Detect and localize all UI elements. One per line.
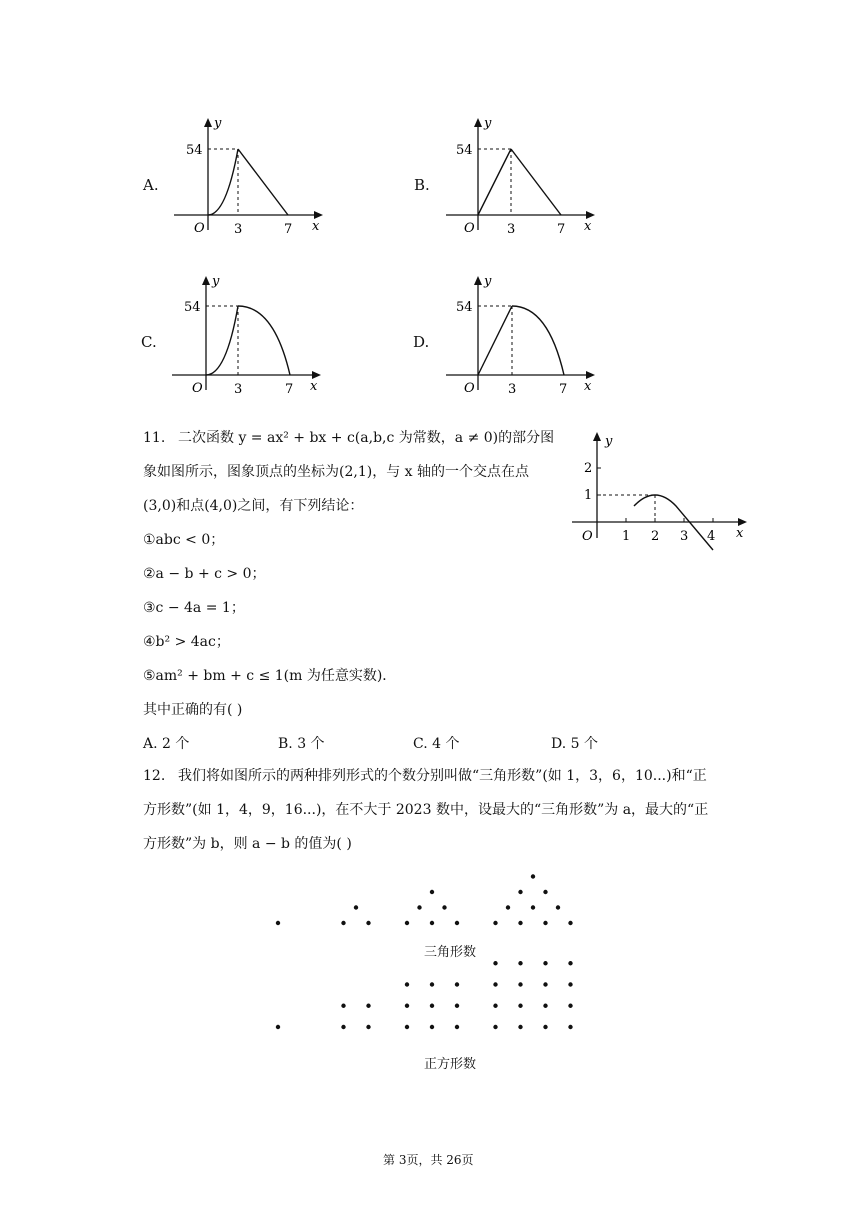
square-dot [455,1004,459,1008]
triangle-dot [417,905,421,909]
square-dot [568,982,572,986]
square-dot [430,982,434,986]
triangle-dot [543,921,547,925]
triangle-dot [506,905,510,909]
triangle-dots [276,874,573,925]
svg-text:3: 3 [508,382,517,396]
square-dot [518,982,522,986]
square-dot [405,982,409,986]
square-caption: 正方形数 [424,1057,477,1072]
svg-text:2: 2 [584,461,593,476]
triangle-dot [531,905,535,909]
square-dot [543,1004,547,1008]
triangle-dot [276,921,280,925]
svg-text:7: 7 [285,382,294,396]
svg-text:3: 3 [680,529,689,544]
square-dot [568,1004,572,1008]
svg-text:3: 3 [234,222,243,237]
square-dot [543,961,547,965]
triangle-dot [518,890,522,894]
square-dot [430,1025,434,1029]
q11-conclusion-3: ③c − 4a = 1； [143,600,245,616]
triangle-dot [405,921,409,925]
svg-text:3: 3 [234,382,243,396]
graph-right-line [238,149,288,215]
square-dot [518,1025,522,1029]
q11-option-a: A. 2 个 [143,736,190,752]
svg-text:1: 1 [622,529,631,544]
square-dot [366,1004,370,1008]
q11-option-b: B. 3 个 [278,736,325,752]
svg-text:x: x [736,526,744,541]
square-dot [543,1025,547,1029]
q11-ask: 其中正确的有( ) [143,702,243,718]
triangle-dot [556,905,560,909]
svg-text:7: 7 [284,222,293,237]
svg-text:O: O [464,221,475,236]
svg-text:54: 54 [456,143,473,158]
q11-conclusion-1: ①abc < 0； [143,532,225,548]
square-dot [493,1025,497,1029]
option-b-label: B. [414,176,430,194]
page-footer: 第 3页，共 26页 [383,1153,474,1167]
square-dot [493,982,497,986]
svg-text:4: 4 [707,529,716,544]
svg-text:54: 54 [456,300,473,315]
svg-text:O: O [464,381,475,396]
q11-conclusion-2: ②a − b + c > 0； [143,566,266,582]
triangle-dot [354,905,358,909]
graph-left-line [478,149,511,215]
option-d-label: D. [413,333,430,351]
graph-left-curve [208,149,238,215]
triangle-dot [543,890,547,894]
q12-line2: 方形数”(如 1，4，9，16...)，在不大于 2023 数中，设最大的“三角形数”为 a，最大的“正 [143,802,709,818]
option-c-label: C. [141,333,157,351]
square-numbers-figure [260,960,600,1040]
q11-number: 11. [143,430,166,446]
svg-text:O: O [194,221,205,236]
svg-text:y: y [214,116,222,131]
svg-text:y: y [605,434,613,449]
triangle-dot [493,921,497,925]
square-dot [568,961,572,965]
option-a-label: A. [143,176,159,194]
square-dots [276,961,573,1029]
q11-line3: (3,0)和点(4,0)之间，有下列结论： [143,498,364,514]
q11-conclusion-5: ⑤am² + bm + c ≤ 1(m 为任意实数)． [143,668,397,684]
square-dot [430,1004,434,1008]
square-dot [455,1025,459,1029]
triangle-dot [455,921,459,925]
q12-line3: 方形数”为 b，则 a − b 的值为( ) [143,836,352,852]
svg-text:x: x [584,379,592,394]
triangle-dot [442,905,446,909]
triangle-dot [430,921,434,925]
svg-text:x: x [584,219,592,234]
triangle-dot [430,890,434,894]
triangle-caption: 三角形数 [424,945,477,960]
triangle-dot [531,874,535,878]
option-a-graph [168,112,328,238]
graph-right-line [511,149,561,215]
graph-left-curve [206,306,238,375]
q11-parabola-graph [568,428,750,554]
square-dot [405,1004,409,1008]
svg-text:O: O [192,381,203,396]
graph-right-curve [238,306,290,375]
q11-option-c: C. 4 个 [413,736,460,752]
triangle-dot [341,921,345,925]
svg-text:1: 1 [584,488,593,503]
option-b-graph [440,112,600,238]
q11-line1: 二次函数 y = ax² + bx + c(a,b,c 为常数，a ≠ 0)的部分图 [178,430,555,446]
square-dot [276,1025,280,1029]
option-c-graph [166,270,326,396]
triangle-dot [518,921,522,925]
triangle-numbers-figure [260,850,600,930]
graph-right-curve [512,306,564,375]
svg-text:O: O [582,529,593,544]
square-dot [366,1025,370,1029]
square-dot [518,1004,522,1008]
svg-text:7: 7 [557,222,566,237]
svg-text:54: 54 [186,143,203,158]
graph-left-line [478,306,512,375]
q11-option-d: D. 5 个 [551,736,598,752]
q12-number: 12. [143,768,166,784]
svg-text:y: y [484,274,492,289]
svg-text:y: y [212,274,220,289]
svg-text:x: x [310,379,318,394]
square-dot [568,1025,572,1029]
square-dot [543,982,547,986]
square-dot [518,961,522,965]
square-dot [405,1025,409,1029]
q11-line2: 象如图所示，图象顶点的坐标为(2,1)，与 x 轴的一个交点在点 [143,464,529,480]
square-dot [493,1004,497,1008]
square-dot [341,1004,345,1008]
svg-text:2: 2 [651,529,660,544]
square-dot [341,1025,345,1029]
square-dot [493,961,497,965]
q11-conclusion-4: ④b² > 4ac； [143,634,230,650]
svg-text:7: 7 [559,382,568,396]
svg-text:54: 54 [184,300,201,315]
triangle-dot [366,921,370,925]
option-d-graph [440,270,600,396]
triangle-dot [568,921,572,925]
svg-text:y: y [484,116,492,131]
square-dot [455,982,459,986]
svg-text:3: 3 [507,222,516,237]
q12-line1: 我们将如图所示的两种排列形式的个数分别叫做“三角形数”(如 1，3，6，10...)和“正 [178,768,707,784]
svg-text:x: x [312,219,320,234]
